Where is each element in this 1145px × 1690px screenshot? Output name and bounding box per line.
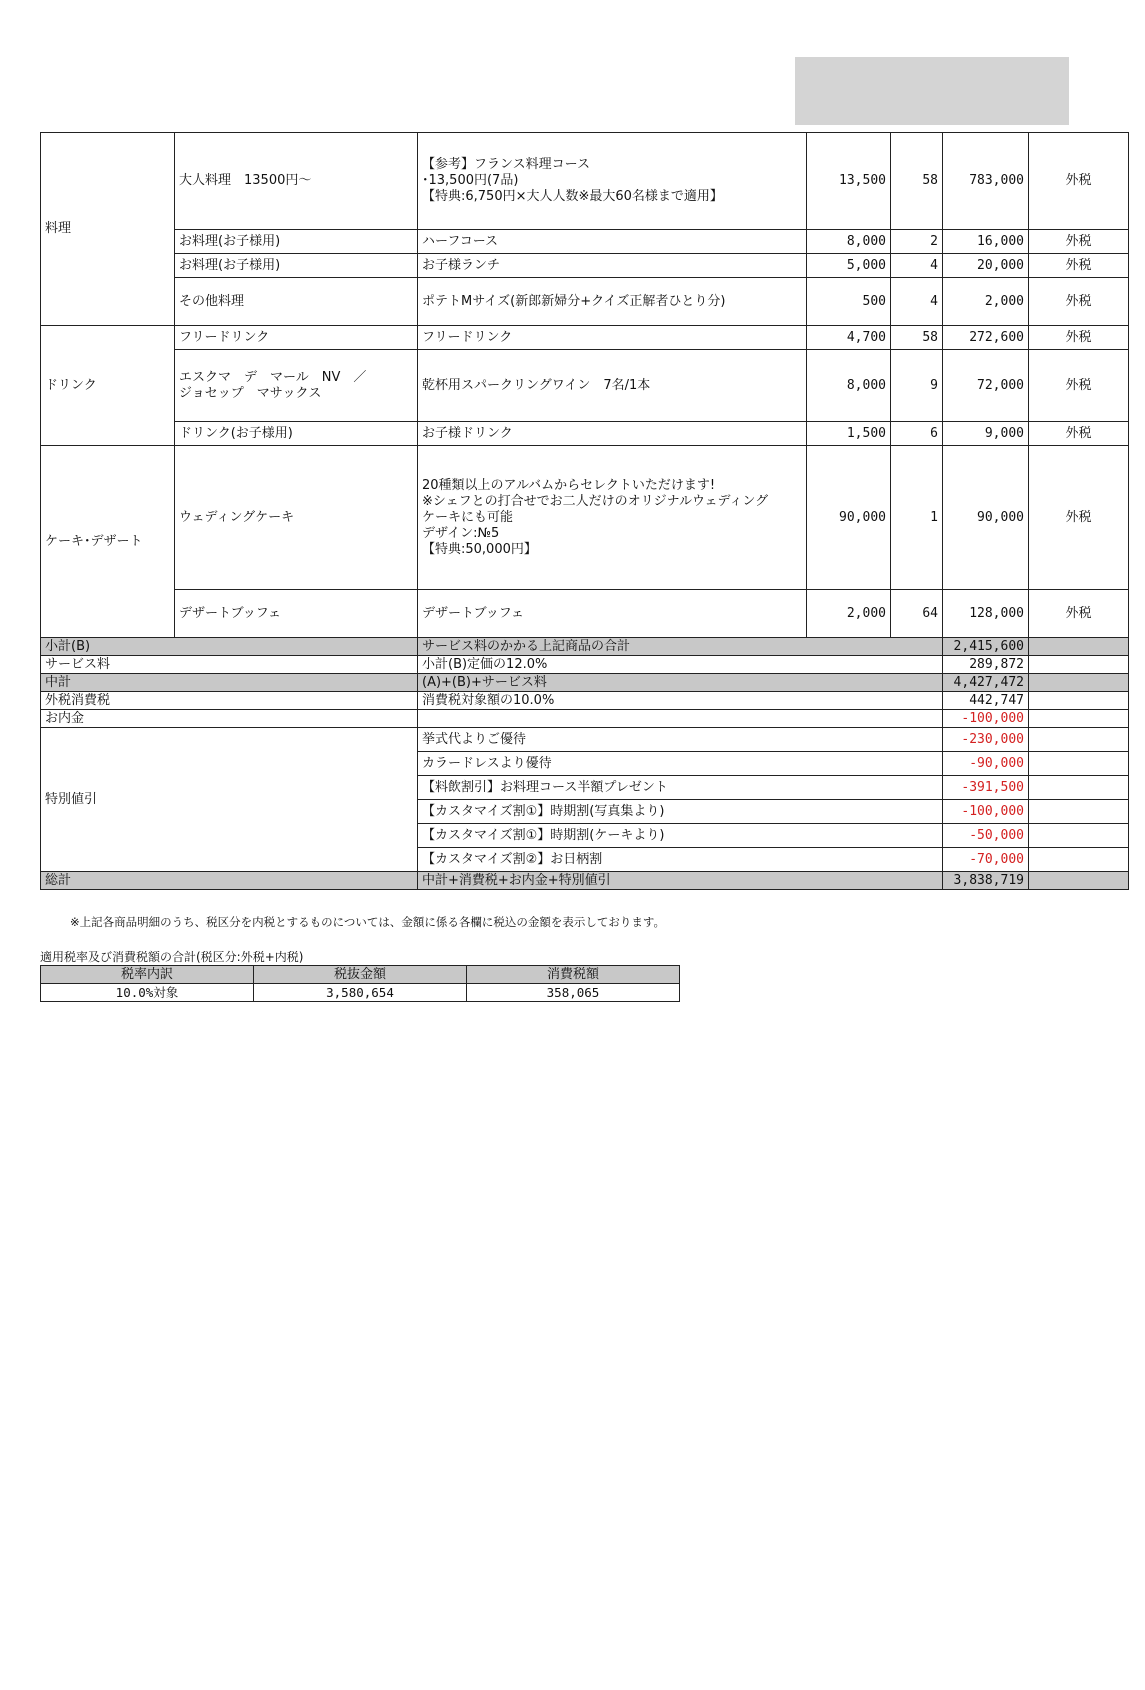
summary-amount: 2,415,600 (943, 638, 1029, 656)
table-row (41, 326, 1129, 350)
quantity: 4 (891, 254, 943, 278)
item-desc: 乾杯用スパークリングワイン 7名/1本 (418, 350, 807, 422)
discount-desc: 挙式代よりご優待 (418, 728, 943, 752)
item-desc: デザートブッフェ (418, 590, 807, 638)
item-name: デザートブッフェ (175, 590, 418, 638)
table-row (41, 590, 1129, 638)
discount-amount: -391,500 (943, 776, 1029, 800)
estimate-table (40, 132, 1129, 890)
table-row (41, 254, 1129, 278)
summary-label: お内金 (41, 710, 418, 728)
midtotal-row (41, 674, 1129, 692)
item-name: 大人料理 13500円～ (175, 133, 418, 230)
item-name: お料理(お子様用) (175, 230, 418, 254)
summary-amount: 289,872 (943, 656, 1029, 674)
tax-type: 外税 (1029, 254, 1129, 278)
summary-desc: 消費税対象額の10.0% (418, 692, 943, 710)
summary-desc: サービス料のかかる上記商品の合計 (418, 638, 943, 656)
summary-label: 小計(B) (41, 638, 418, 656)
unit-price: 8,000 (807, 350, 891, 422)
pretax-amount: 3,580,654 (254, 984, 467, 1002)
service-charge-row (41, 656, 1129, 674)
tax-table-header (41, 966, 680, 984)
discount-amount: -50,000 (943, 824, 1029, 848)
grand-total-row (41, 872, 1129, 890)
quantity: 2 (891, 230, 943, 254)
subtotal-row (41, 638, 1129, 656)
summary-label: 中計 (41, 674, 418, 692)
table-row (41, 446, 1129, 590)
table-row (41, 230, 1129, 254)
unit-price: 13,500 (807, 133, 891, 230)
unit-price: 8,000 (807, 230, 891, 254)
category-cell: 料理 (41, 133, 175, 326)
summary-desc: 小計(B)定価の12.0% (418, 656, 943, 674)
table-row (41, 350, 1129, 422)
discount-amount: -90,000 (943, 752, 1029, 776)
category-cell: ケーキ･デザート (41, 446, 175, 638)
item-desc: ポテトMサイズ(新郎新婦分+クイズ正解者ひとり分) (418, 278, 807, 326)
tax-type: 外税 (1029, 446, 1129, 590)
quantity: 58 (891, 326, 943, 350)
unit-price: 5,000 (807, 254, 891, 278)
category-cell: ドリンク (41, 326, 175, 446)
table-row (41, 278, 1129, 326)
tax-rate: 10.0%対象 (41, 984, 254, 1002)
amount: 20,000 (943, 254, 1029, 278)
tax-type: 外税 (1029, 326, 1129, 350)
unit-price: 2,000 (807, 590, 891, 638)
redacted-block (795, 57, 1069, 125)
discount-desc: 【カスタマイズ割①】時期割(ケーキより) (418, 824, 943, 848)
quantity: 9 (891, 350, 943, 422)
summary-label: サービス料 (41, 656, 418, 674)
header-cell: 消費税額 (467, 966, 680, 984)
total-amount: 3,838,719 (943, 872, 1029, 890)
summary-desc: (A)+(B)+サービス料 (418, 674, 943, 692)
item-name: フリードリンク (175, 326, 418, 350)
discount-desc: 【カスタマイズ割②】お日柄割 (418, 848, 943, 872)
total-label: 総計 (41, 872, 418, 890)
item-desc: ハーフコース (418, 230, 807, 254)
quantity: 58 (891, 133, 943, 230)
amount: 783,000 (943, 133, 1029, 230)
discount-label: 特別値引 (41, 728, 418, 872)
tax-type: 外税 (1029, 278, 1129, 326)
tax-type: 外税 (1029, 350, 1129, 422)
discount-desc: カラードレスより優待 (418, 752, 943, 776)
quantity: 64 (891, 590, 943, 638)
tax-type: 外税 (1029, 422, 1129, 446)
item-desc: 20種類以上のアルバムからセレクトいただけます! ※シェフとの打合せでお二人だけのオリジナルウェディング ケーキにも可能 デザイン:№5 【特典:50,000円】 (418, 446, 807, 590)
unit-price: 1,500 (807, 422, 891, 446)
quantity: 1 (891, 446, 943, 590)
item-desc: フリードリンク (418, 326, 807, 350)
tax-type: 外税 (1029, 133, 1129, 230)
item-name: エスクマ デ マール NV ／ ジョセップ マサックス (175, 350, 418, 422)
quantity: 6 (891, 422, 943, 446)
discount-amount: -100,000 (943, 800, 1029, 824)
table-row (41, 422, 1129, 446)
item-name: ウェディングケーキ (175, 446, 418, 590)
summary-amount: -100,000 (943, 710, 1029, 728)
amount: 2,000 (943, 278, 1029, 326)
tax-note: ※上記各商品明細のうち、税区分を内税とするものについては、金額に係る各欄に税込の金額を表示しております。 (70, 915, 665, 929)
discount-amount: -230,000 (943, 728, 1029, 752)
tax-table-caption: 適用税率及び消費税額の合計(税区分:外税+内税) (40, 950, 304, 964)
discount-desc: 【料飲割引】お料理コース半額プレゼント (418, 776, 943, 800)
tax-table-row (41, 984, 680, 1002)
tax-type: 外税 (1029, 590, 1129, 638)
item-name: ドリンク(お子様用) (175, 422, 418, 446)
amount: 16,000 (943, 230, 1029, 254)
item-name: その他料理 (175, 278, 418, 326)
discount-amount: -70,000 (943, 848, 1029, 872)
tax-summary-table (40, 965, 680, 1002)
discount-row (41, 728, 1129, 752)
unit-price: 500 (807, 278, 891, 326)
header-cell: 税抜金額 (254, 966, 467, 984)
amount: 9,000 (943, 422, 1029, 446)
tax-amount: 358,065 (467, 984, 680, 1002)
deposit-row (41, 710, 1129, 728)
quantity: 4 (891, 278, 943, 326)
item-desc: 【参考】フランス料理コース ･13,500円(7品) 【特典:6,750円×大人人数※最大60名様まで適用】 (418, 133, 807, 230)
total-desc: 中計+消費税+お内金+特別値引 (418, 872, 943, 890)
tax-type: 外税 (1029, 230, 1129, 254)
item-desc: お子様ランチ (418, 254, 807, 278)
summary-desc (418, 710, 943, 728)
amount: 90,000 (943, 446, 1029, 590)
discount-desc: 【カスタマイズ割①】時期割(写真集より) (418, 800, 943, 824)
item-name: お料理(お子様用) (175, 254, 418, 278)
amount: 72,000 (943, 350, 1029, 422)
unit-price: 90,000 (807, 446, 891, 590)
amount: 128,000 (943, 590, 1029, 638)
summary-label: 外税消費税 (41, 692, 418, 710)
table-row (41, 133, 1129, 230)
summary-amount: 4,427,472 (943, 674, 1029, 692)
unit-price: 4,700 (807, 326, 891, 350)
consumption-tax-row (41, 692, 1129, 710)
amount: 272,600 (943, 326, 1029, 350)
header-cell: 税率内訳 (41, 966, 254, 984)
item-desc: お子様ドリンク (418, 422, 807, 446)
summary-amount: 442,747 (943, 692, 1029, 710)
